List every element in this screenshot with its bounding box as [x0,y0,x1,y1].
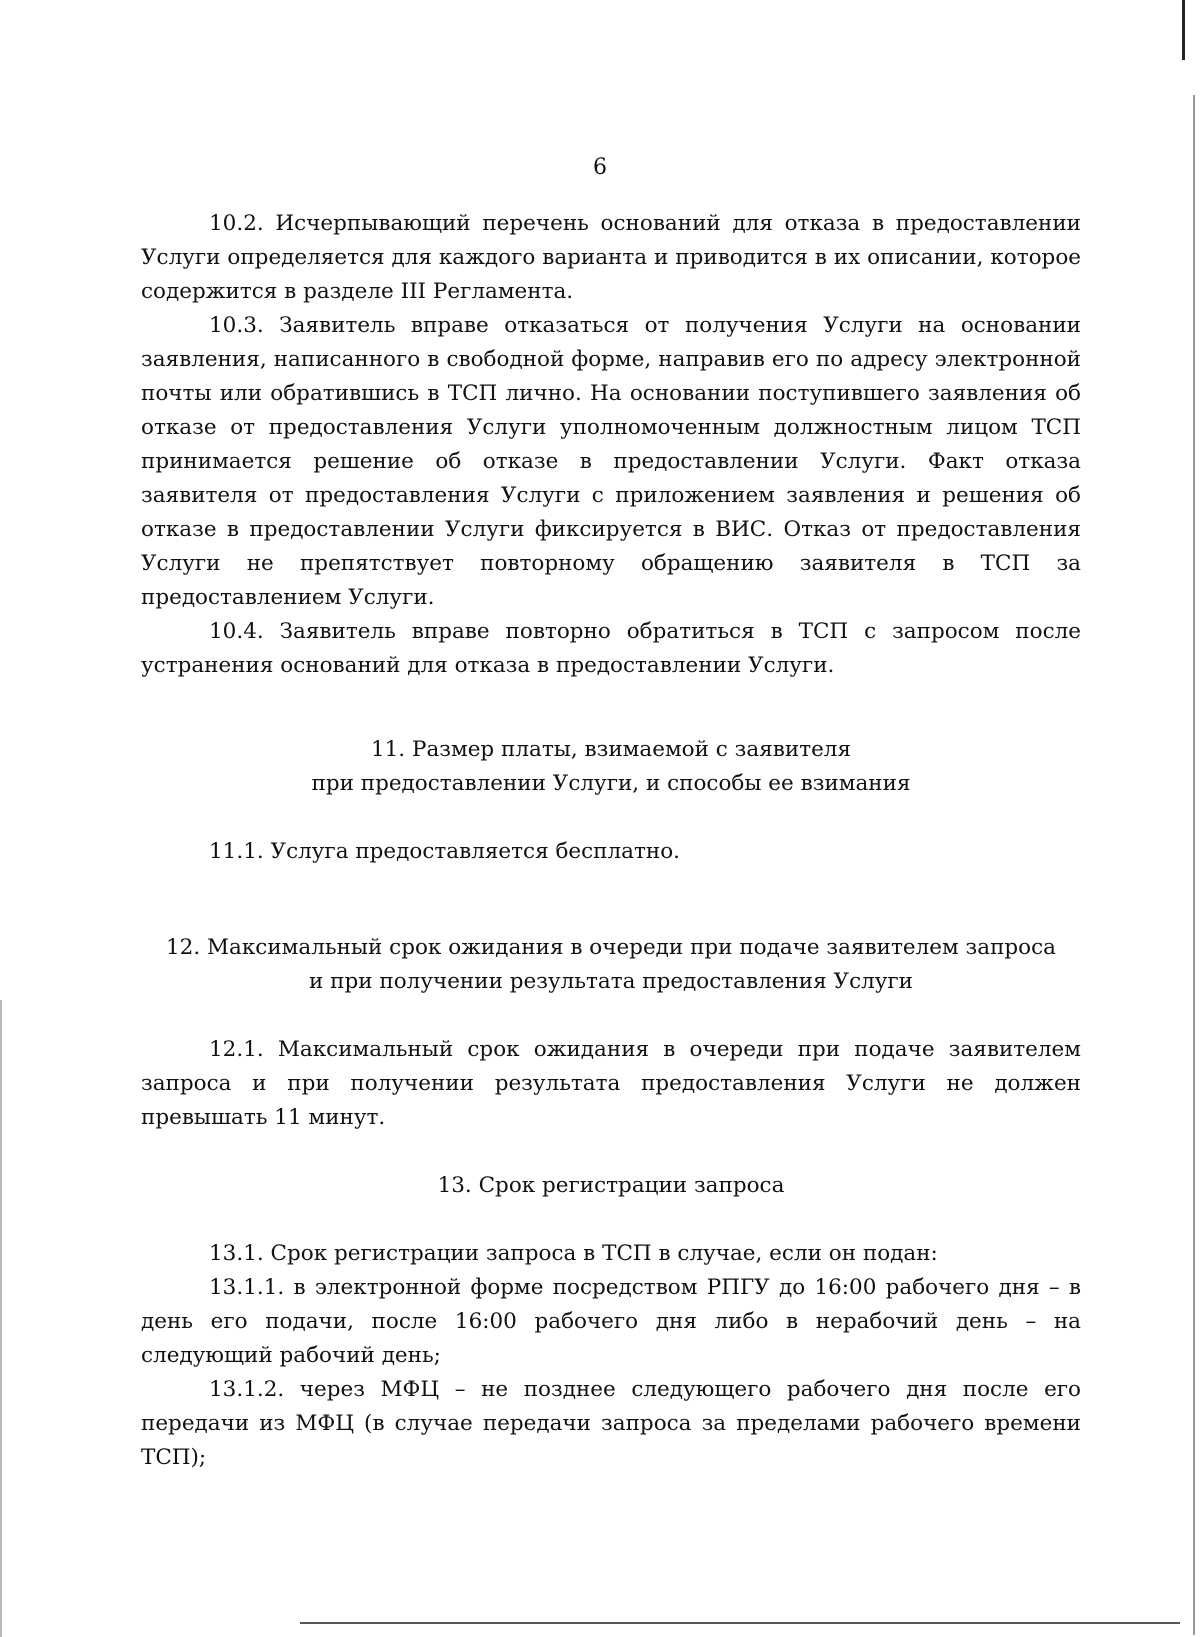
paragraph-11-1: 11.1. Услуга предоставляется бесплатно. [209,839,680,864]
paragraph-10-4: 10.4. Заявитель вправе повторно обратиться в ТСП с запросом после устранения оснований для отказа в предоставлении Услуги. [141,619,1081,678]
paragraph-10-2: 10.2. Исчерпывающий перечень оснований для отказа в предоставлении Услуги определяется для каждого варианта и приводится в их описании, которое содержится в разделе III Регламента. [141,211,1081,304]
section-13-heading: 13. Срок регистрации запроса [437,1173,785,1198]
scan-edge-bottom [300,1622,1180,1624]
scan-edge-top [1182,0,1185,60]
page-number: 6 [593,155,607,180]
section-11-heading-line2: при предоставлении Услуги, и способы ее взимания [311,771,911,796]
section-12-heading [141,931,1081,999]
spacer [141,801,1081,835]
section-12-heading-line2: и при получении результата предоставления Услуги [308,969,914,994]
paragraph-13-1: 13.1. Срок регистрации запроса в ТСП в случае, если он подан: [209,1241,938,1266]
section-11-heading [141,733,1081,801]
spacer [141,869,1081,931]
paragraph-12-1: 12.1. Максимальный срок ожидания в очереди при подаче заявителем запроса и при получении результата предоставления Услуги не должен превышать 11 минут. [141,1037,1081,1130]
scan-edge-left [0,1000,2,1637]
document-body [141,207,1081,1475]
section-12-heading-line1: 12. Максимальный срок ожидания в очереди при подаче заявителем запроса [166,935,1056,960]
section-11-heading-line1: 11. Размер платы, взимаемой с заявителя [370,737,852,762]
paragraph-13-1-1: 13.1.1. в электронной форме посредством РПГУ до 16:00 рабочего дня – в день его подачи, после 16:00 рабочего дня либо в нерабочий день – на следующий рабочий день; [141,1275,1081,1368]
spacer [141,683,1081,733]
scan-edge-right [1193,95,1195,1635]
spacer [141,999,1081,1033]
spacer [141,1203,1081,1237]
spacer [141,1135,1081,1169]
paragraph-10-3: 10.3. Заявитель вправе отказаться от получения Услуги на основании заявления, написанного в свободной форме, направив его по адресу электронной почты или обратившись в ТСП лично. На основании поступившего заявления об отказе от предоставления Услуги уполномоченным должностным лицом ТСП принимается решение об отказе в предоставлении Услуги. Факт отказа заявителя от предоставления Услуги с приложением заявления и решения об отказе в предоставлении Услуги фиксируется в ВИС. Отказ от предоставления Услуги не препятствует повторному обращению заявителя в ТСП за предоставлением Услуги. [141,313,1081,610]
paragraph-13-1-2: 13.1.2. через МФЦ – не позднее следующего рабочего дня после его передачи из МФЦ (в случае передачи запроса за пределами рабочего времени ТСП); [141,1377,1081,1470]
